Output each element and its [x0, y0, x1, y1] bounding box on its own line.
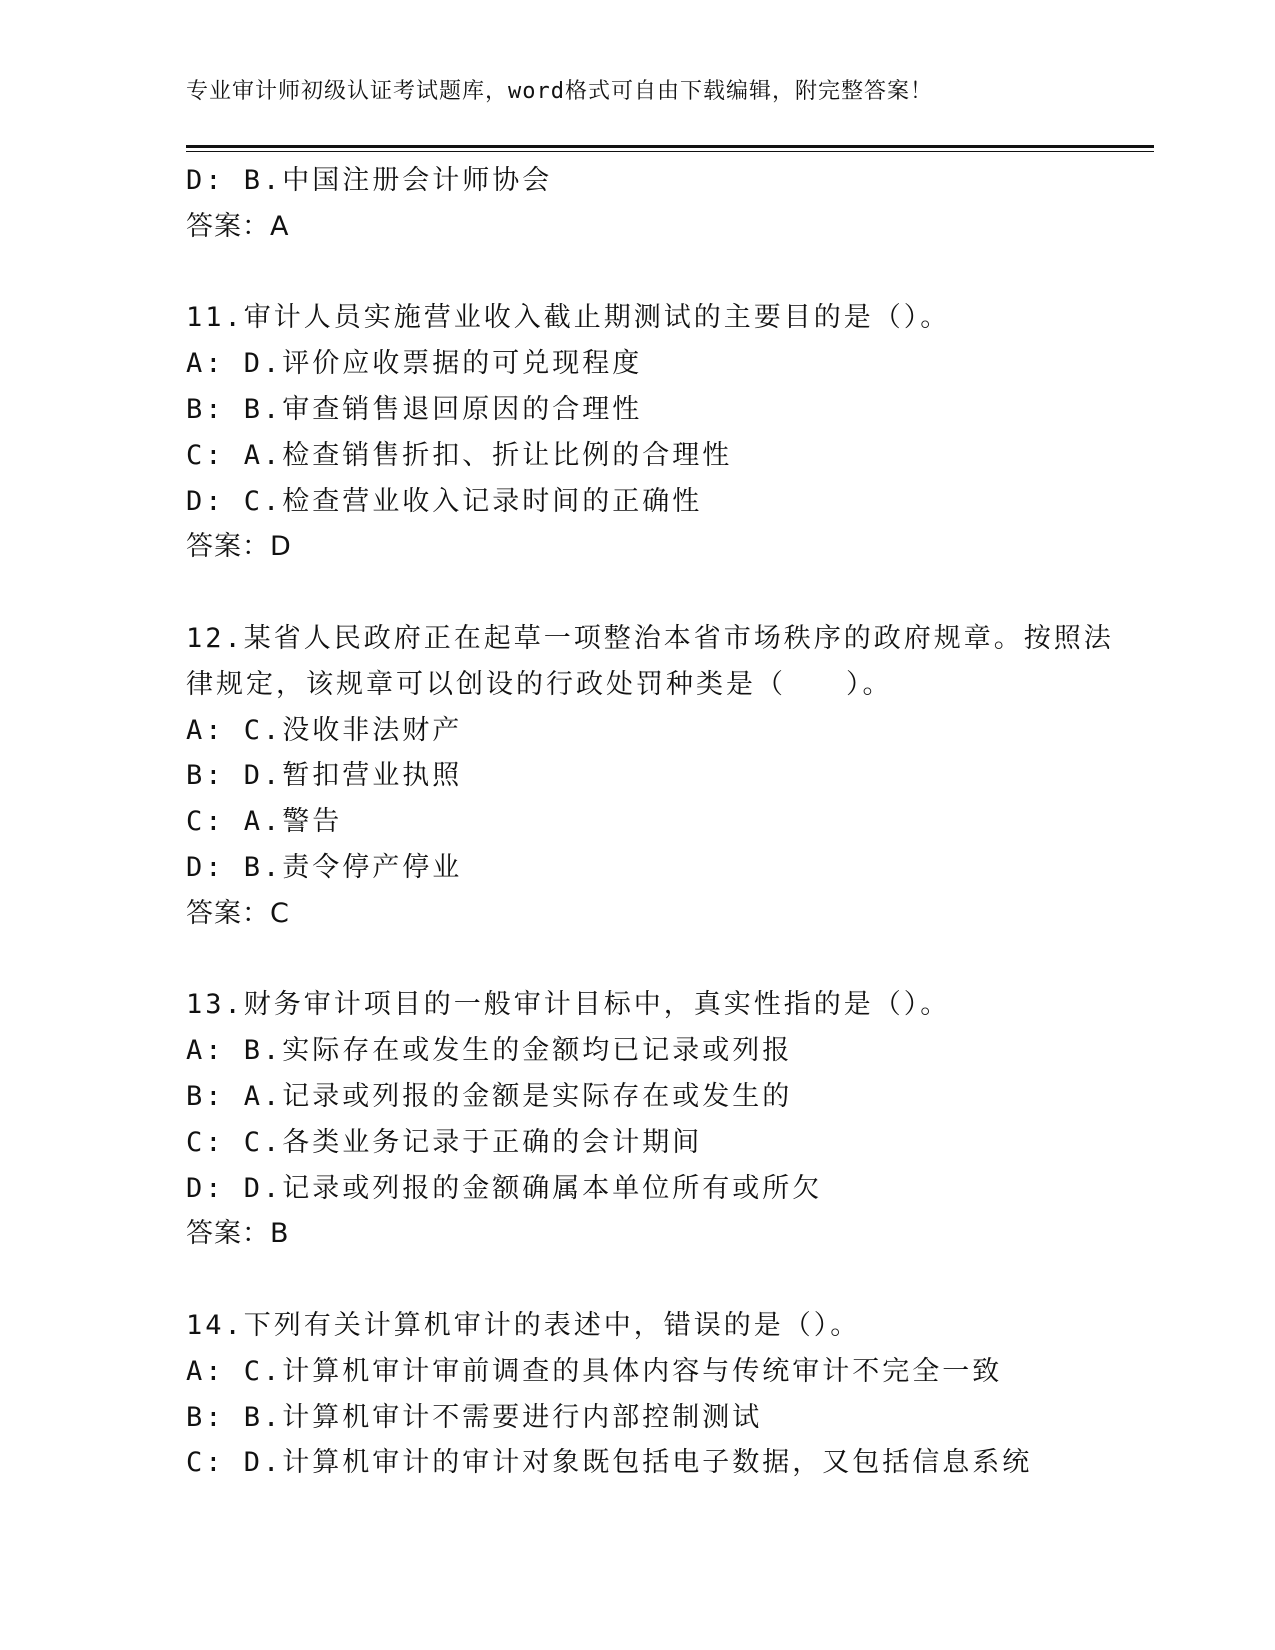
option-c: C: C.各类业务记录于正确的会计期间: [186, 1126, 703, 1158]
answer-line: 答案：B: [186, 1218, 290, 1250]
answer-line: 答案：D: [186, 531, 292, 563]
spacer: [186, 937, 1146, 983]
question-stem: 13.财务审计项目的一般审计目标中，真实性指的是（）。: [186, 989, 951, 1021]
header-rule-thin: [186, 151, 1154, 152]
option-b: B: B.审查销售退回原因的合理性: [186, 393, 643, 425]
page-header-text: 专业审计师初级认证考试题库，word格式可自由下载编辑，附完整答案！: [186, 79, 933, 104]
option-a: A: C.没收非法财产: [186, 714, 463, 746]
option-b: B: B.计算机审计不需要进行内部控制测试: [186, 1401, 763, 1433]
option-a: A: D.评价应收票据的可兑现程度: [186, 348, 643, 380]
option-d: D: B.中国注册会计师协会: [186, 165, 553, 196]
question-stem: 11.审计人员实施营业收入截止期测试的主要目的是（）。: [186, 302, 951, 334]
question-stem: 14.下列有关计算机审计的表述中，错误的是（）。: [186, 1309, 861, 1341]
option-c: C: A.警告: [186, 806, 343, 838]
question-stem: 12.某省人民政府正在起草一项整治本省市场秩序的政府规章。按照法: [186, 622, 1114, 654]
option-b: B: A.记录或列报的金额是实际存在或发生的: [186, 1080, 793, 1112]
option-a: A: B.实际存在或发生的金额均已记录或列报: [186, 1035, 793, 1067]
question-stem-continued: 律规定，该规章可以创设的行政处罚种类是（ ）。: [186, 668, 893, 700]
question-13: [186, 982, 1146, 1257]
answer-line: 答案：A: [186, 210, 290, 242]
prev-question-tail: [186, 158, 1146, 250]
question-11: [186, 295, 1146, 570]
question-14: [186, 1303, 1146, 1486]
option-b: B: D.暂扣营业执照: [186, 760, 463, 792]
option-d: D: C.检查营业收入记录时间的正确性: [186, 485, 703, 517]
option-a: A: C.计算机审计审前调查的具体内容与传统审计不完全一致: [186, 1355, 1003, 1387]
spacer: [186, 1257, 1146, 1303]
question-12: [186, 616, 1146, 937]
answer-line: 答案：C: [186, 897, 290, 929]
option-c: C: A.检查销售折扣、折让比例的合理性: [186, 439, 733, 471]
document-body: [186, 158, 1146, 1486]
spacer: [186, 250, 1146, 296]
option-c: C: D.计算机审计的审计对象既包括电子数据，又包括信息系统: [186, 1447, 1033, 1479]
spacer: [186, 570, 1146, 616]
header-rule-thick: [186, 145, 1154, 148]
option-d: D: B.责令停产停业: [186, 851, 463, 883]
option-d: D: D.记录或列报的金额确属本单位所有或所欠: [186, 1172, 823, 1204]
